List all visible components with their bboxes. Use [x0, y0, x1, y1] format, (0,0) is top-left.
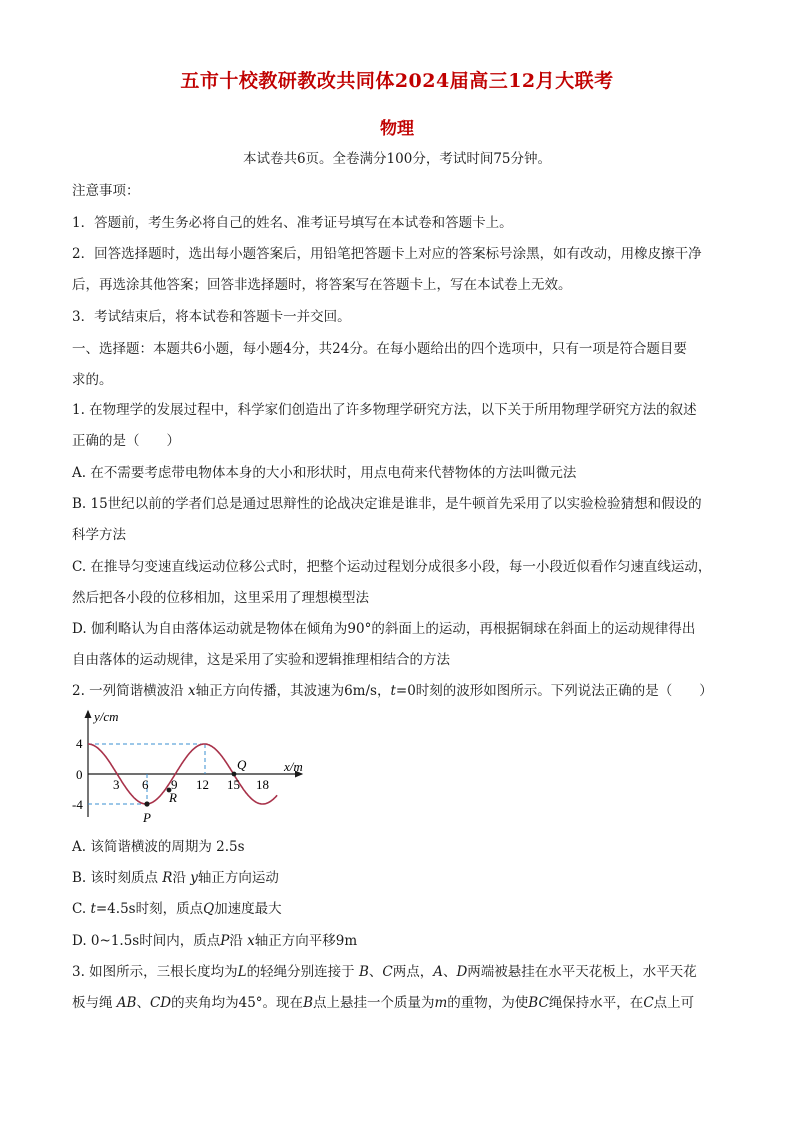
- subject-heading: 物理: [380, 119, 414, 139]
- q2-option-a: A. 该简谐横波的周期为 2.5s: [72, 839, 245, 855]
- q1-option-c-line1: C. 在推导匀变速直线运动位移公式时，把整个运动过程划分成很多小段，每一小段近似看作匀速直线运动，: [72, 559, 712, 575]
- q1-option-d-line2: 自由落体的运动规律，这是采用了实验和逻辑推理相结合的方法: [72, 652, 450, 668]
- q2-option-d: [72, 932, 357, 950]
- q3-var-c: C: [382, 964, 393, 980]
- note-2-line2: 后，再选涂其他答案；回答非选择题时，将答案写在答题卡上，写在本试卷上无效。: [72, 277, 572, 293]
- x-axis-label: x/m: [284, 759, 303, 774]
- q2-d-var-x: x: [247, 933, 255, 949]
- q3-l1-e: 、: [442, 964, 457, 980]
- q2-stem-var-t: t: [390, 683, 396, 699]
- q3-l2-a: 板与绳: [72, 995, 117, 1011]
- y-tick-neg4: -4: [72, 797, 83, 812]
- q2-b-pre: B. 该时刻质点: [72, 870, 163, 886]
- q3-var-b: B: [358, 964, 369, 980]
- exam-title: 五市十校教研教改共同体2024届高三12月大联考: [180, 70, 614, 92]
- q3-var-cd: CD: [149, 995, 172, 1011]
- q3-var-bc: BC: [528, 995, 549, 1011]
- q3-l1-f: 两端被悬挂在水平天花板上，水平天花: [467, 964, 697, 980]
- q3-l2-b: 、: [136, 995, 150, 1011]
- q2-d-pre: D. 0~1.5s时间内，质点: [72, 933, 221, 949]
- q2-stem-text-c: =0时刻的波形如图所示。下列说法正确的是（ ）: [395, 683, 713, 699]
- q1-stem-line2: 正确的是（ ）: [72, 433, 180, 449]
- exam-intro: 本试卷共6页。全卷满分100分，考试时间75分钟。: [242, 151, 552, 167]
- q2-c-post: 加速度最大: [214, 901, 282, 917]
- q3-var-d: D: [456, 964, 468, 980]
- q3-var-c2: C: [643, 995, 654, 1011]
- q3-l2-g: 点上可: [653, 995, 695, 1011]
- q1-option-a: A. 在不需要考虑带电物体本身的大小和形状时，用点电荷来代替物体的方法叫微元法: [72, 465, 577, 481]
- section-heading-line2: 求的。: [72, 372, 113, 388]
- q3-l2-c: 的夹角均为45°。现在: [171, 995, 304, 1011]
- q2-stem-var-x: x: [187, 683, 196, 699]
- q2-d-post: 轴正方向平移9m: [254, 933, 358, 949]
- q2-stem-text-a: 2. 一列简谐横波沿: [72, 683, 188, 699]
- q3-var-a: A: [433, 964, 443, 980]
- q2-b-var-r: R: [162, 870, 173, 886]
- q2-stem: [72, 682, 713, 700]
- notes-heading: 注意事项：: [72, 183, 140, 199]
- q2-c-var-t: t: [90, 901, 96, 917]
- q2-c-pre: C.: [72, 901, 91, 917]
- q3-var-b2: B: [303, 995, 313, 1011]
- point-p-marker: [144, 801, 149, 806]
- q2-b-mid: 沿: [172, 870, 191, 886]
- y-tick-4: 4: [76, 736, 83, 751]
- point-r-label: R: [169, 790, 177, 805]
- q3-stem-line2: [72, 994, 694, 1012]
- q2-b-post: 轴正方向运动: [197, 870, 279, 886]
- q1-option-d-line1: D. 伽利略认为自由落体运动就是物体在倾角为90°的斜面上的运动，再根据铜球在斜面上的运动规律得出: [72, 621, 696, 637]
- q2-b-var-y: y: [190, 870, 198, 886]
- point-p-label: P: [143, 810, 151, 825]
- q2-d-mid: 沿: [229, 933, 248, 949]
- q3-l2-f: 绳保持水平，在: [548, 995, 644, 1011]
- y-axis-label: y/cm: [94, 709, 119, 724]
- q3-var-ab: AB: [116, 995, 137, 1011]
- q3-l1-b: 的轻绳分别连接于: [246, 964, 359, 980]
- q3-l1-d: 两点，: [392, 964, 434, 980]
- q3-l2-d: 点上悬挂一个质量为: [312, 995, 435, 1011]
- note-2-line1: 2．回答选择题时，选出每小题答案后，用铅笔把答题卡上对应的答案标号涂黑，如有改动，用橡皮擦干净: [72, 246, 702, 262]
- q2-c-mid: =4.5s时刻，质点: [95, 901, 204, 917]
- q3-var-m: m: [434, 995, 448, 1011]
- q2-option-c: [72, 900, 282, 918]
- q3-var-l: L: [237, 964, 247, 980]
- q1-option-b-line2: 科学方法: [72, 527, 126, 543]
- point-q-label: Q: [237, 757, 247, 772]
- q2-option-b: [72, 869, 279, 887]
- x-tick-3: 3: [113, 777, 120, 792]
- point-q-marker: [232, 772, 237, 777]
- x-tick-9: 9: [171, 777, 178, 792]
- q3-l1-c: 、: [368, 964, 383, 980]
- q2-d-var-p: P: [220, 933, 230, 949]
- x-tick-6: 6: [142, 777, 149, 792]
- q1-option-b-line1: B. 15世纪以前的学者们总是通过思辩性的论战决定谁是谁非，是牛顿首先采用了以实验检验猜想和假设的: [72, 496, 702, 512]
- q3-stem-line1: [72, 963, 697, 981]
- q1-option-c-line2: 然后把各小段的位移相加，这里采用了理想模型法: [72, 590, 369, 606]
- y-tick-0: 0: [76, 767, 83, 782]
- q3-l2-e: 的重物，为使: [447, 995, 529, 1011]
- note-1: 1．答题前，考生务必将自己的姓名、准考证号填写在本试卷和答题卡上。: [72, 215, 513, 231]
- x-tick-15: 15: [227, 777, 240, 792]
- note-3: 3．考试结束后，将本试卷和答题卡一并交回。: [72, 309, 351, 325]
- x-tick-12: 12: [196, 777, 209, 792]
- q1-stem-line1: 1. 在物理学的发展过程中，科学家们创造出了许多物理学研究方法，以下关于所用物理学研究方法的叙述: [72, 402, 697, 418]
- q3-l1-a: 3. 如图所示，三根长度均为: [72, 964, 238, 980]
- x-tick-18: 18: [256, 777, 269, 792]
- section-heading-line1: 一、选择题：本题共6小题，每小题4分，共24分。在每小题给出的四个选项中，只有一项是符合题目要: [72, 341, 687, 357]
- wave-figure: [72, 705, 332, 830]
- q2-stem-text-b: 轴正方向传播，其波速为6m/s，: [195, 683, 391, 699]
- q2-c-var-q: Q: [203, 901, 215, 917]
